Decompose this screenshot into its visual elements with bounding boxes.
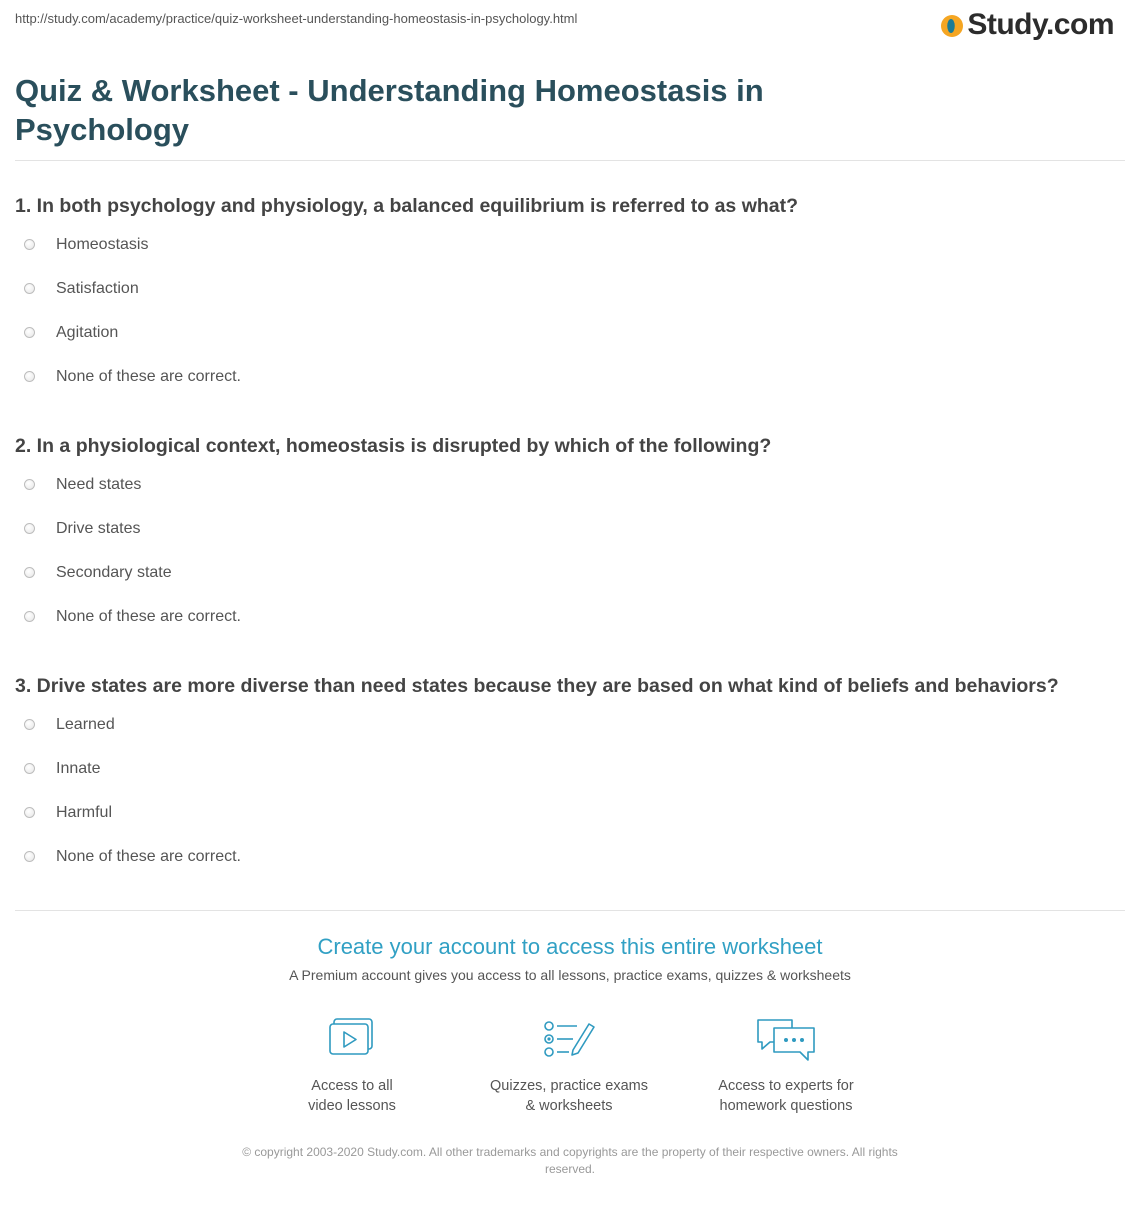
answer-label: Satisfaction — [56, 280, 139, 297]
study-logo-text: Study.com — [967, 8, 1114, 41]
answer-option[interactable] — [15, 235, 1125, 279]
copyright-footer: © copyright 2003-2020 Study.com. All other trademarks and copyrights are the property of their respective owners. All rights reserved. — [242, 1145, 898, 1176]
answer-options — [15, 715, 1125, 891]
answer-label: None of these are correct. — [56, 368, 241, 385]
question-1 — [15, 194, 1125, 411]
question-text: 1. In both psychology and physiology, a balanced equilibrium is referred to as what? — [15, 195, 799, 217]
answer-label: None of these are correct. — [56, 848, 241, 865]
answer-option[interactable] — [15, 607, 1125, 651]
answer-option[interactable] — [15, 367, 1125, 411]
cta-title-link[interactable]: Create your account to access this entire worksheet — [317, 934, 823, 959]
answer-label: Innate — [56, 760, 101, 777]
feature-experts — [686, 1016, 886, 1116]
radio-button[interactable] — [24, 851, 35, 862]
radio-button[interactable] — [24, 719, 35, 730]
answer-label: Need states — [56, 476, 142, 493]
answer-option[interactable] — [15, 323, 1125, 367]
answer-option[interactable] — [15, 715, 1125, 759]
radio-button[interactable] — [24, 567, 35, 578]
radio-button[interactable] — [24, 371, 35, 382]
chat-bubbles-icon — [754, 1016, 818, 1064]
answer-label: Learned — [56, 716, 115, 733]
page-url: http://study.com/academy/practice/quiz-worksheet-understanding-homeostasis-in-psychology.html — [15, 11, 578, 26]
answer-label: Agitation — [56, 324, 119, 341]
answer-label: Drive states — [56, 520, 141, 537]
header-divider — [15, 160, 1125, 161]
radio-button[interactable] — [24, 239, 35, 250]
study-logo[interactable] — [941, 8, 1114, 41]
question-text: 2. In a physiological context, homeostasis is disrupted by which of the following? — [15, 435, 772, 457]
study-logo-icon — [941, 15, 963, 37]
feature-label: Quizzes, practice exams & worksheets — [490, 1078, 648, 1114]
feature-label: Access to all video lessons — [308, 1078, 396, 1114]
top-bar — [15, 8, 1125, 41]
answer-option[interactable] — [15, 803, 1125, 847]
question-3 — [15, 674, 1125, 891]
cta-divider — [15, 910, 1125, 911]
radio-button[interactable] — [24, 763, 35, 774]
feature-video-lessons — [252, 1016, 452, 1116]
radio-button[interactable] — [24, 283, 35, 294]
radio-button[interactable] — [24, 327, 35, 338]
feature-quizzes — [469, 1016, 669, 1116]
answer-options — [15, 475, 1125, 651]
cta-subtitle: A Premium account gives you access to all lessons, practice exams, quizzes & worksheets — [289, 967, 851, 983]
question-2 — [15, 434, 1125, 651]
answer-option[interactable] — [15, 847, 1125, 891]
answer-label: Harmful — [56, 804, 113, 821]
page-title: Quiz & Worksheet - Understanding Homeostasis in Psychology — [15, 73, 764, 147]
answer-label: None of these are correct. — [56, 608, 241, 625]
question-text: 3. Drive states are more diverse than need states because they are based on what kind of beliefs and behaviors? — [15, 675, 1059, 697]
quiz-checklist-icon — [539, 1016, 599, 1064]
radio-button[interactable] — [24, 807, 35, 818]
feature-label: Access to experts for homework questions — [718, 1078, 854, 1114]
answer-label: Homeostasis — [56, 236, 149, 253]
radio-button[interactable] — [24, 611, 35, 622]
answer-option[interactable] — [15, 563, 1125, 607]
answer-option[interactable] — [15, 279, 1125, 323]
answer-option[interactable] — [15, 759, 1125, 803]
answer-options — [15, 235, 1125, 411]
video-lessons-icon — [324, 1016, 380, 1064]
answer-label: Secondary state — [56, 564, 172, 581]
answer-option[interactable] — [15, 519, 1125, 563]
answer-option[interactable] — [15, 475, 1125, 519]
radio-button[interactable] — [24, 479, 35, 490]
radio-button[interactable] — [24, 523, 35, 534]
signup-cta — [0, 934, 1140, 983]
